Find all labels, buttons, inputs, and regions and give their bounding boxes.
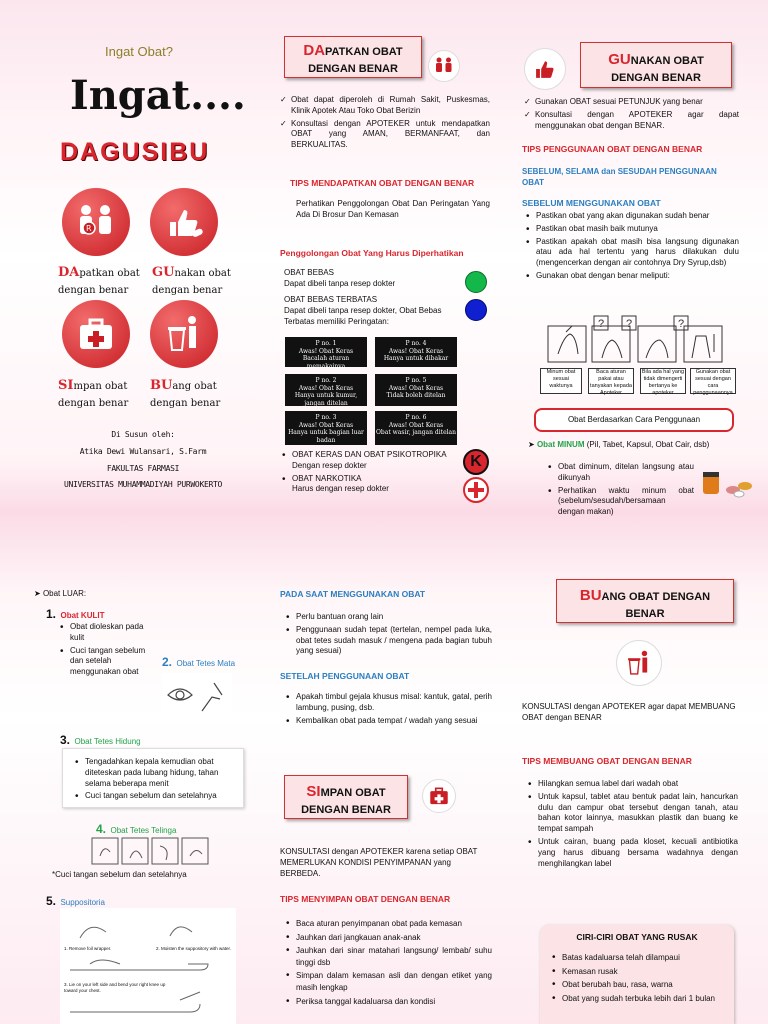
tile-label-dapatkan: DApatkan obat dengan benar [58,265,140,296]
obat-luar-label: ➤ Obat LUAR: [34,589,87,598]
caption: Bila ada hal yang tidak dimengerti bertanya ke apoteker [641,369,685,397]
buang-konsultasi: KONSULTASI dengan APOTEKER agar dapat MEMBUANG OBAT dengan BENAR [522,702,736,722]
doctor-patient-icon [428,50,460,82]
simpan-header: SIMPAN OBAT DENGAN BENAR [284,775,408,819]
gunakan-header: GUNAKAN OBAT DENGAN BENAR [580,42,732,88]
warning-box: P no. 4 Awas! Obat Keras Hanya untuk dibakar [375,337,457,367]
warning-box: P no. 2 Awas! Obat Keras Hanya untuk kumur, jangan ditelan [285,374,367,406]
penggolongan-title: Penggolongan Obat Yang Harus Diperhatikan [280,248,464,258]
arrow-icon: ➤ [34,589,41,598]
sebelum-menggunakan-title: SEBELUM MENGGUNAKAN OBAT [522,198,661,208]
telinga-note: *Cuci tangan sebelum dan setelahnya [52,870,187,879]
svg-text:?: ? [598,318,605,330]
pills-image [697,468,755,500]
tips-membuang-bullets [526,779,738,871]
credits-line: Di Susun oleh: [111,430,175,439]
hidung-bullets [73,757,235,802]
list-item: • Perlu bantuan orang lain [284,612,492,623]
hidung-box [62,748,244,808]
list-item: • Obat dioleskan pada kulit [58,622,153,644]
obat-rusak-box [540,925,734,1024]
credits-line: FAKULTAS FARMASI [106,463,180,473]
tile-simpan [62,300,142,368]
dagusibu-title: DAGUSIBU [60,138,210,166]
golongan-bebas [284,268,454,290]
svg-text:?: ? [626,318,633,330]
tile-label-buang: BUang obat dengan benar [150,378,221,409]
golongan-name: OBAT BEBAS TERBATAS [284,295,378,304]
list-item: • OBAT KERAS DAN OBAT PSIKOTROPIKA Dengan resep dokter [280,450,455,472]
buang-header: BUANG OBAT DENGAN BENAR [556,579,734,623]
list-item: • Hilangkan semua label dari wadah obat [526,779,738,790]
setelah-title: SETELAH PENGGUNAAN OBAT [280,671,410,681]
obat-kulit-title: 1. Obat KULIT [46,607,105,621]
sebelum-selama-sesudah: SEBELUM, SELAMA dan SESUDAH PENGGUNAAN OBAT [522,167,717,188]
usage-captions [540,368,736,396]
suppositoria-title: 5. Suppositoria [46,894,105,908]
tile-dapatkan [62,188,142,256]
obat-rusak-title: CIRI-CIRI OBAT YANG RUSAK [576,932,698,942]
list-item: ✓ Obat dapat diperoleh di Rumah Sakit, Puskesmas, Klinik Apotek Atau Toko Obat Berizin [280,95,490,117]
list-item: • Periksa tanggal kadaluarsa dan kondisi [284,996,492,1008]
list-item: • Gunakan obat dengan benar meliputi: [524,271,739,282]
doctor-patient-icon [62,188,130,256]
caption: Minum obat sesuai waktunya [540,368,582,394]
tile-buang [150,300,230,368]
simpan-konsultasi: KONSULTASI dengan APOTEKER karena setiap OBAT MEMERLUKAN KONDISI PENYIMPANAN yang BERBEDA. [280,847,478,878]
golongan-desc: Dapat dibeli tanpa resep dokter, Obat Bebas Terbatas memiliki Peringatan: [284,305,442,326]
list-item: • Obat yang sudah terbuka lebih dari 1 bulan [550,993,724,1005]
caption: Gunakan obat sesuai dengan cara penggunaannya [690,368,736,394]
credits-line: UNIVERSITAS MUHAMMADIYAH PURWOKERTO [63,480,223,490]
list-item: • Perhatikan waktu minum obat (sebelum/sesudah/bersamaan dengan makan) [546,486,694,518]
list-item: • Cuci tangan sebelum dan setelahnya [73,791,235,802]
trash-bin-icon [150,300,218,368]
tile-label-simpan: SImpan obat dengan benar [58,378,129,409]
credits-line: Atika Dewi Wulansari, S.Farm [79,446,207,456]
list-item: ✓ Gunakan OBAT sesuai PETUNJUK yang benar [524,97,739,108]
list-item: • Pastikan obat yang akan digunakan sudah benar [524,211,739,222]
setelah-bullets [284,692,492,728]
list-item: • Baca aturan penyimpanan obat pada kemasan [284,918,492,930]
obat-kulit-bullets [58,622,153,680]
golongan-keras-narkotika [280,450,455,497]
tips-mendapatkan-title: TIPS MENDAPATKAN OBAT DENGAN BENAR [290,178,475,188]
green-circle-icon [465,271,487,293]
list-item: • Jauhkan dari jangkauan anak-anak [284,932,492,944]
sebelum-bullets [524,211,739,284]
narkotika-cross-icon [463,477,489,503]
list-item: • Apakah timbul gejala khusus misal: kantuk, gatal, perih lambung, pusing, dsb. [284,692,492,714]
first-aid-kit-icon [422,779,456,813]
usage-illustrations [546,314,736,364]
tips-mendapatkan-text: Perhatikan Penggolongan Obat Dan Peringatan Yang Ada Di Brosur Dan Kemasan [296,199,490,219]
pada-saat-title: PADA SAAT MENGGUNAKAN OBAT [280,589,426,599]
list-item: • Cuci tangan sebelum dan setelah menggunakan obat [58,646,153,678]
golongan-bebas-terbatas [284,295,454,327]
ingat-obat-heading: Ingat Obat? [105,44,173,59]
dapatkan-header: DAPATKAN OBAT DENGAN BENAR [284,36,422,78]
credits [58,427,228,494]
tips-penggunaan-title: TIPS PENGGUNAAN OBAT DENGAN BENAR [522,144,703,154]
list-item: • Kembalikan obat pada tempat / wadah yang sesuai [284,716,492,727]
thumbs-up-pills-icon [524,48,566,90]
supp-step: 2. Moisten the suppository with water. [156,946,232,951]
list-item: • Jauhkan dari sinar matahari langsung/ lembab/ suhu tinggi dsb [284,945,492,968]
list-item: • Pastikan obat masih baik mutunya [524,224,739,235]
pada-saat-bullets [284,612,492,659]
obat-rusak-bullets [550,952,724,1004]
list-item: • Tengadahkan kepala kemudian obat diteteskan pada lubang hidung, tahan selama beberapa menit [73,757,235,789]
tips-menyimpan-bullets [284,918,492,1009]
caption: Baca aturan pakai atau tanyakan kepada Apoteker [588,368,634,394]
tile-gunakan [150,188,230,256]
obat-minum-line: ➤ Obat MINUM (Pil, Tabet, Kapsul, Obat Cair, dsb) [528,440,710,449]
list-item: ✓ Konsultasi dengan APOTEKER untuk mendapatkan OBAT yang AMAN, BERMANFAAT, dan BERKUALITAS. [280,119,490,151]
ear-drop-illustration [90,836,210,866]
supp-step: 3. Lie on your left side and bend your right knee up toward your chest. [64,982,166,993]
thumbs-up-pills-icon [150,188,218,256]
blue-circle-icon [465,299,487,321]
list-item: • Obat berubah bau, rasa, warna [550,979,724,991]
tile-label-gunakan: GUnakan obat dengan benar [152,265,231,296]
warning-box: P no. 6 Awas! Obat Keras Obat wasir, jangan ditelan [375,411,457,445]
cara-penggunaan-box: Obat Berdasarkan Cara Penggunaan [534,408,734,432]
list-item: • Untuk cairan, buang pada kloset, kecuali antibiotika yang harus dibuang bersama wadahnya dengan menghilangkan label [526,837,738,869]
warning-box: P no. 5 Awas! Obat Keras Tidak boleh ditelan [375,374,457,406]
arrow-icon: ➤ [528,440,535,449]
gunakan-bullets [524,97,739,133]
golongan-desc: Dapat dibeli tanpa resep dokter [284,278,396,288]
supp-step: 1. Remove foil wrapper. [64,946,112,951]
eye-drop-illustration [162,673,232,719]
list-item: ✓ Konsultasi dengan APOTEKER agar dapat menggunakan obat dengan BENAR. [524,110,739,132]
trash-bin-icon [616,640,662,686]
list-item: • Simpan dalam kemasan asli dan dengan etiket yang masih lengkap [284,970,492,993]
first-aid-kit-icon [62,300,130,368]
list-item: • OBAT NARKOTIKA Harus dengan resep dokter [280,474,455,496]
golongan-name: OBAT BEBAS [284,268,334,277]
warning-box: P no. 3 Awas! Obat Keras Hanya untuk bagian luar badan [285,411,367,445]
list-item: • Batas kadaluarsa telah dilampaui [550,952,724,964]
list-item: • Untuk kapsul, tablet atau bentuk padat lain, hancurkan dulu dan campur obat tersebut dengan tanah, atau bahan kotor lainnya, masukkan plastik dan buang ke tempat sampah [526,792,738,835]
list-item: • Kemasan rusak [550,966,724,978]
tips-membuang-title: TIPS MEMBUANG OBAT DENGAN BENAR [522,756,692,766]
suppositoria-illustration [60,908,236,1024]
list-item: • Penggunaan sudah tepat (tertelan, nempel pada luka, obat tetes sudah masuk / mengena pada bagian tubuh yang sesuai) [284,625,492,657]
obat-tetes-hidung-title: 3. Obat Tetes Hidung [60,733,141,747]
warning-box: P no. 1 Awas! Obat Keras Bacalah aturan memakainya [285,337,367,367]
tips-menyimpan-title: TIPS MENYIMPAN OBAT DENGAN BENAR [280,894,451,904]
obat-minum-bullets [546,462,694,520]
obat-keras-k-icon: K [463,449,489,475]
dapatkan-bullets [280,95,490,153]
obat-tetes-telinga-title: 4. Obat Tetes Telinga [96,822,177,836]
main-title: Ingat.... [70,72,246,119]
obat-tetes-mata-title: 2. Obat Tetes Mata [162,655,236,669]
svg-text:?: ? [678,318,685,330]
svg-text:R: R [86,224,92,233]
list-item: • Pastikan apakah obat masih bisa langsung digunakan atau ada hal tertentu yang harus dilakukan dulu (mengencerkan dengan air contohnya Dry Syrup,dsb) [524,237,739,269]
list-item: • Obat diminum, ditelan langsung atau dikunyah [546,462,694,484]
